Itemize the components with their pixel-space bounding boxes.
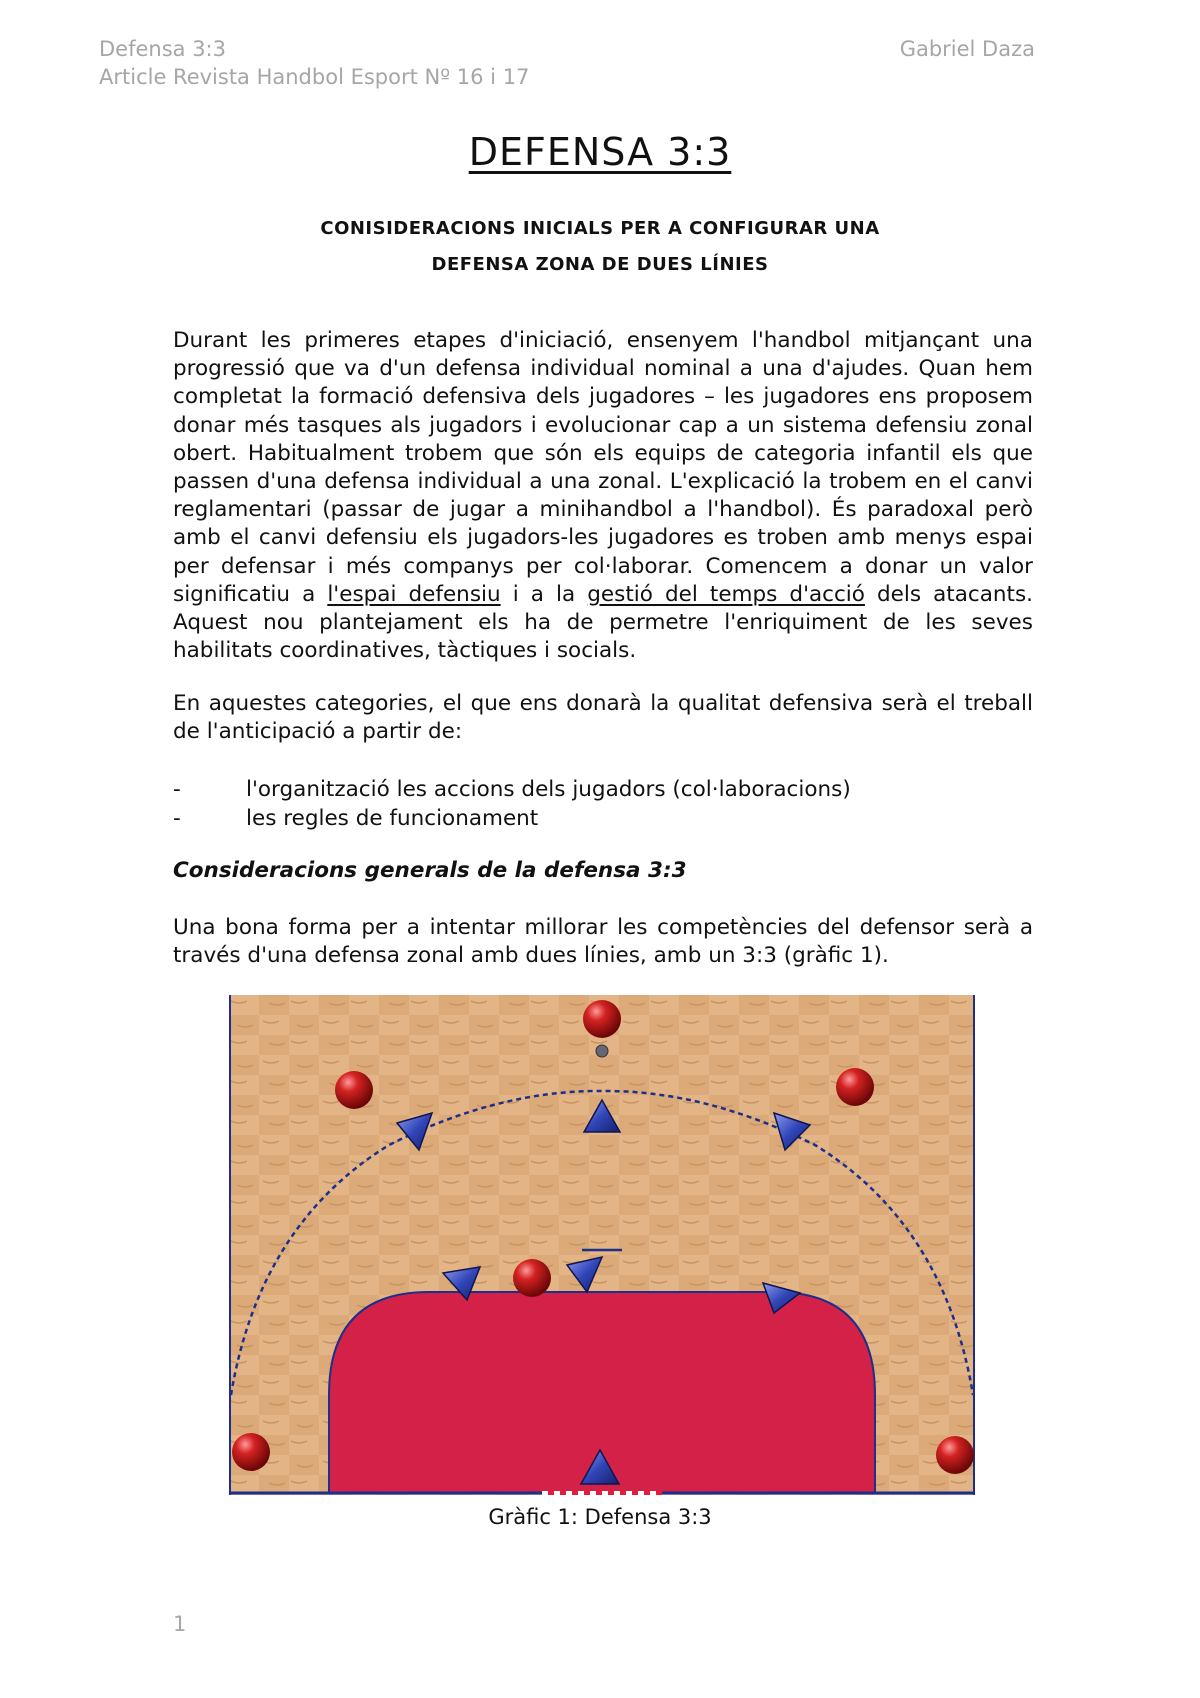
handball-court-diagram <box>229 995 975 1495</box>
list-item-text: les regles de funcionament <box>246 806 539 831</box>
list-marker: - <box>173 777 181 802</box>
attacker-left-wing <box>232 1433 270 1471</box>
attacker-left-back <box>335 1071 373 1109</box>
subtitle-line-1: CONISIDERACIONS INICIALS PER A CONFIGURAR UNA <box>320 218 880 239</box>
list-item-text: l'organització les accions dels jugadors (col·laboracions) <box>246 777 851 802</box>
underlined-gestio-temps: gestió del temps d'acció <box>587 581 865 607</box>
attacker-center-back <box>583 1000 621 1038</box>
paragraph-1-text-a: Durant les primeres etapes d'iniciació, ensenyem l'handbol mitjançant una progressió que va d'un defensa individual nominal a una d'ajudes. Quan hem completat la formació defensiva dels jugadores – les jugadores ens proposem donar més tasques als jugadors i evolucionar cap a un sistema defensiu zonal obert. Habitualment trobem que són els equips de categoria infantil els que passen d'una defensa individual a una zonal. L'explicació la trobem en el canvi reglamentari (passar de jugar a minihandbol a l'handbol). És paradoxal però amb el canvi defensiu els jugadors-les jugadores es troben amb menys espai per defensar i més companys per col·laborar. Comencem a donar un valor significatiu a <box>173 328 1033 607</box>
underlined-espai-defensiu: l'espai defensiu <box>327 581 501 607</box>
list-marker: - <box>173 806 181 831</box>
paragraph-1-text-b: i a la <box>500 581 588 607</box>
header-source: Article Revista Handbol Esport Nº 16 i 17 <box>99 65 530 89</box>
attacker-right-back <box>836 1068 874 1106</box>
paragraph-1 <box>173 327 1033 665</box>
page-number: 1 <box>173 1612 187 1636</box>
ball <box>596 1045 608 1057</box>
header-doc-title: Defensa 3:3 <box>99 37 226 61</box>
list-item <box>173 775 851 804</box>
section-heading: Consideracions generals de la defensa 3:3 <box>173 858 687 883</box>
paragraph-2: En aquestes categories, el que ens donarà la qualitat defensiva serà el treball de l'anticipació a partir de: <box>173 691 1033 745</box>
header-author: Gabriel Daza <box>899 37 1035 61</box>
subtitle-line-2: DEFENSA ZONA DE DUES LÍNIES <box>431 254 769 275</box>
attacker-right-wing <box>936 1436 974 1474</box>
list-item <box>173 804 851 833</box>
bullet-list <box>173 775 851 833</box>
attacker-pivot <box>513 1259 551 1297</box>
page-title: DEFENSA 3:3 <box>468 130 732 174</box>
figure-caption: Gràfic 1: Defensa 3:3 <box>488 1505 712 1529</box>
paragraph-3: Una bona forma per a intentar millorar les competències del defensor serà a través d'una defensa zonal amb dues línies, amb un 3:3 (gràfic 1). <box>173 915 1033 969</box>
paragraph-1-text-c: dels atacants. Aquest nou plantejament els ha de permetre l'enriquiment de les seves habilitats coordinatives, tàctiques i socials. <box>173 581 1033 664</box>
